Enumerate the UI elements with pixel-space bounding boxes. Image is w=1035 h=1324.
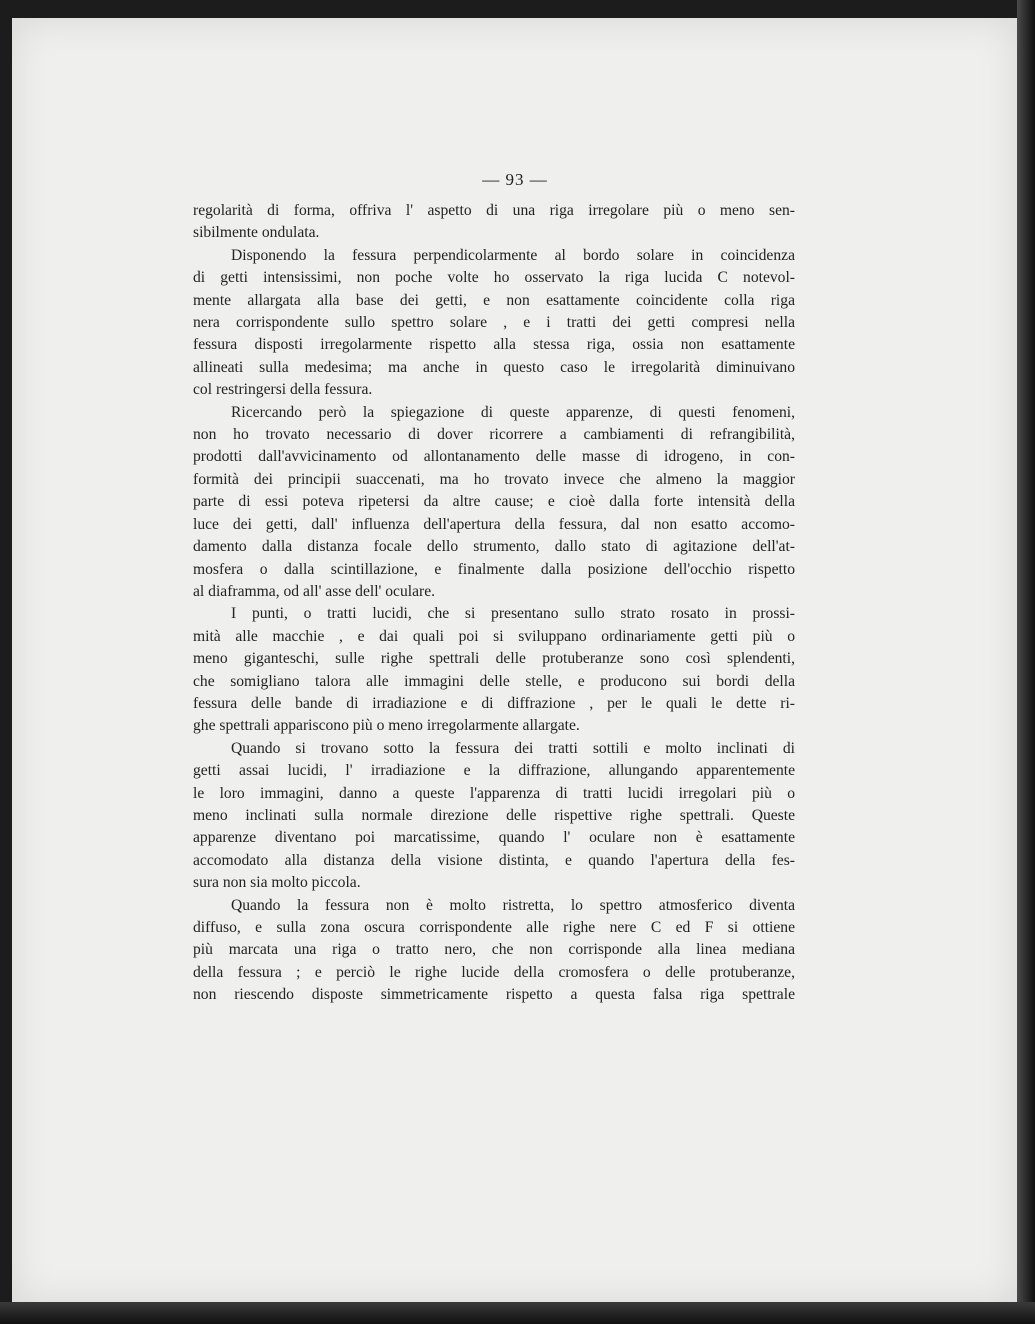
text-line: Disponendo la fessura perpendicolarmente al bordo solare in coincidenza (231, 246, 795, 264)
text-line: getti assai lucidi, l' irradiazione e la diffrazione, allungando apparentemente (193, 762, 795, 780)
text-line: luce dei getti, dall' influenza dell'apertura della fessura, dal non esatto accomo- (193, 515, 795, 533)
body-text (193, 200, 795, 1007)
book-page (12, 18, 1018, 1304)
text-line: fessura delle bande di irradiazione e di diffrazione , per le quali le dette ri- (193, 694, 795, 712)
text-line: regolarità di forma, offriva l' aspetto di una riga irregolare più o meno sen- (193, 202, 795, 219)
text-line: accomodato alla distanza della visione distinta, e quando l'apertura della fes- (193, 851, 795, 869)
text-line: sibilmente ondulata. (193, 224, 320, 242)
text-line: parte di essi poteva ripetersi da altre cause; e cioè dalla forte intensità della (193, 493, 795, 511)
text-line: che somigliano talora alle immagini delle stelle, e producono sui bordi della (193, 672, 795, 690)
text-line: formità dei principii suaccenati, ma ho trovato invece che almeno la maggior (193, 470, 795, 488)
scan-edge-right (1017, 0, 1035, 1324)
page-number: — 93 — (482, 170, 548, 189)
text-line: prodotti dall'avvicinamento od allontanamento delle masse di idrogeno, in con- (193, 448, 795, 466)
text-line: meno giganteschi, sulle righe spettrali delle protuberanze sono così splendenti, (193, 650, 795, 668)
text-line: allineati sulla medesima; ma anche in questo caso le irregolarità diminuivano (193, 358, 795, 376)
text-line: mente allargata alla base dei getti, e non esattamente coincidente colla riga (193, 291, 795, 309)
text-line: più marcata una riga o tratto nero, che non corrisponde alla linea mediana (193, 941, 795, 959)
text-line: non riescendo disposte simmetricamente rispetto a questa falsa riga spettrale (193, 986, 795, 1004)
text-line: sura non sia molto piccola. (193, 874, 361, 892)
text-line: nera corrispondente sullo spettro solare , e i tratti dei getti compresi nella (193, 314, 795, 332)
text-line: meno inclinati sulla normale direzione delle rispettive righe spettrali. Queste (193, 806, 795, 824)
text-line: al diaframma, od all' asse dell' oculare. (193, 582, 436, 600)
scan-edge-bottom (0, 1302, 1035, 1324)
text-line: mosfera o dalla scintillazione, e finalmente dalla posizione dell'occhio rispetto (193, 560, 795, 578)
text-line: Quando la fessura non è molto ristretta, lo spettro atmosferico diventa (231, 896, 795, 914)
text-line: ghe spettrali appariscono più o meno irregolarmente allargate. (193, 717, 580, 735)
text-line: mità alle macchie , e dai quali poi si sviluppano ordinariamente getti più o (193, 627, 795, 645)
text-line: le loro immagini, danno a queste l'apparenza di tratti lucidi irregolari più o (193, 784, 795, 802)
text-line: col restringersi della fessura. (193, 381, 373, 399)
text-line: damento dalla distanza focale dello strumento, dallo stato di agitazione dell'at- (193, 538, 795, 556)
text-line: fessura disposti irregolarmente rispetto alla stessa riga, ossia non esattamente (193, 336, 795, 354)
text-line: della fessura ; e perciò le righe lucide della cromosfera o delle protuberanze, (193, 963, 795, 981)
text-line: apparenze diventano poi marcatissime, quando l' oculare non è esattamente (193, 829, 795, 847)
text-line: di getti intensissimi, non poche volte ho osservato la riga lucida C notevol- (193, 269, 795, 287)
text-line: Ricercando però la spiegazione di queste apparenze, di questi fenomeni, (231, 403, 795, 421)
text-line: Quando si trovano sotto la fessura dei tratti sottili e molto inclinati di (231, 739, 795, 757)
text-line: I punti, o tratti lucidi, che si presentano sullo strato rosato in prossi- (231, 605, 795, 623)
text-line: non ho trovato necessario di dover ricorrere a cambiamenti di refrangibilità, (193, 426, 795, 444)
text-line: diffuso, e sulla zona oscura corrispondente alle righe nere C ed F si ottiene (193, 919, 795, 936)
